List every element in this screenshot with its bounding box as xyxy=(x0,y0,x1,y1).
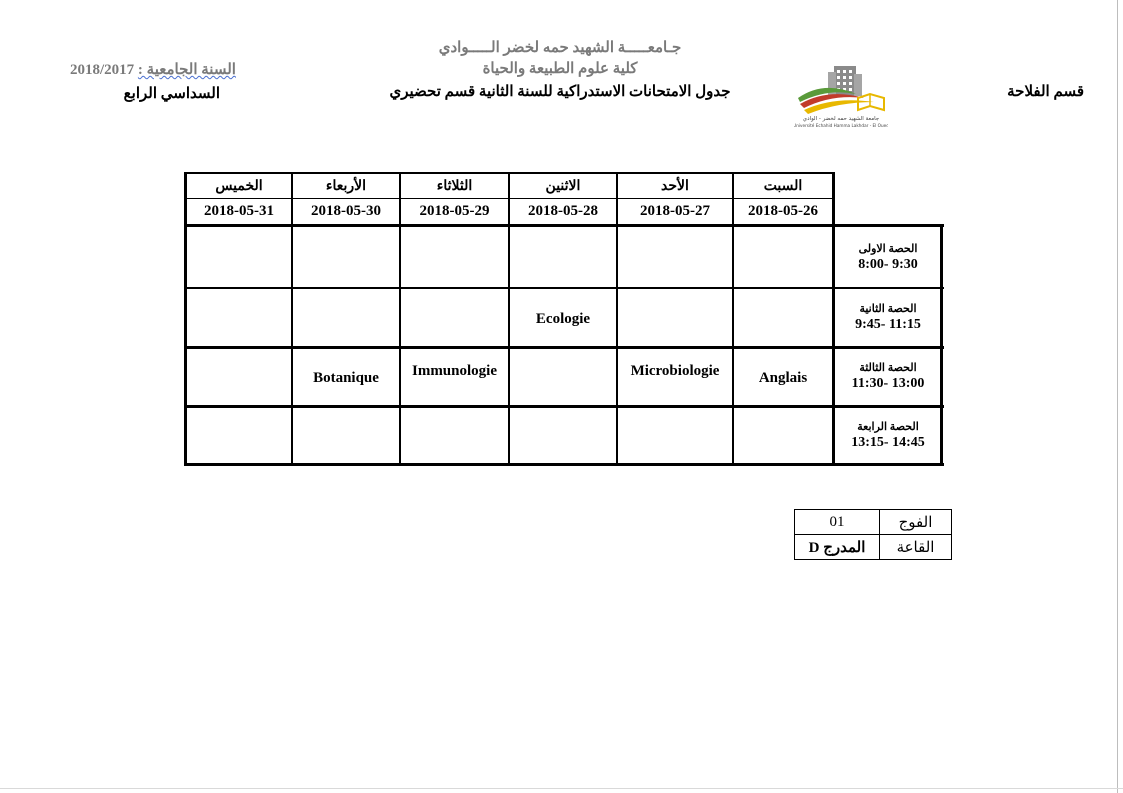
day-header: السبت xyxy=(763,178,803,194)
period-label xyxy=(836,242,940,273)
exam-cell-botanique: Botanique xyxy=(313,369,379,386)
table-border xyxy=(184,463,944,466)
day-header: الأحد xyxy=(661,178,689,194)
period-time: 9:45- 11:15 xyxy=(855,317,921,332)
day-date: 2018-05-27 xyxy=(640,203,710,219)
university-logo xyxy=(794,58,888,130)
period-time: 13:15- 14:45 xyxy=(851,435,925,450)
room-value: المدرج D xyxy=(808,539,866,556)
table-border xyxy=(184,287,944,289)
period-name: الحصة الرابعة xyxy=(857,421,919,433)
table-border xyxy=(184,224,944,227)
exam-cell-immunologie: Immunologie xyxy=(411,362,497,379)
logo-caption-ar: جامعة الشهيد حمه لخضر - الوادي xyxy=(802,116,880,122)
table-border xyxy=(951,509,952,560)
room-label: القاعة xyxy=(896,539,935,556)
day-header: الثلاثاء xyxy=(436,178,473,194)
period-time: 11:30- 13:00 xyxy=(851,376,925,391)
exam-cell-ecologie: Ecologie xyxy=(535,310,591,327)
department-name: قسم الفلاحة xyxy=(1007,84,1084,100)
period-name: الحصة الاولى xyxy=(858,243,918,255)
period-name: الحصة الثانية xyxy=(859,303,917,315)
semester: السداسي الرابع xyxy=(123,86,220,102)
exam-cell-microbiologie: Microbiologie xyxy=(630,362,720,379)
period-label xyxy=(836,302,940,333)
table-border xyxy=(940,224,943,466)
faculty-name: كلية علوم الطبيعة والحياة xyxy=(482,61,638,77)
group-value: 01 xyxy=(829,513,845,530)
table-border xyxy=(832,172,835,466)
page-edge xyxy=(1117,0,1118,793)
schedule-title: جدول الامتحانات الاستدراكية للسنة الثانية قسم تحضيري xyxy=(389,84,731,100)
day-header: الاثنين xyxy=(545,178,581,194)
university-logo-icon xyxy=(794,58,888,130)
academic-year-value: 2018/2017 xyxy=(70,62,135,78)
group-label: الفوج xyxy=(898,514,933,531)
exam-cell-anglais: Anglais xyxy=(758,369,808,386)
logo-caption-fr: Université Echahid Hamma Lakhdar - El Oued xyxy=(794,123,888,128)
table-border xyxy=(794,559,952,560)
period-time: 8:00- 9:30 xyxy=(858,257,918,272)
period-label xyxy=(836,420,940,451)
day-date: 2018-05-30 xyxy=(311,203,381,219)
day-date: 2018-05-28 xyxy=(528,203,598,219)
university-name: جـامعـــــة الشهيد حمه لخضر الـــــوادي xyxy=(438,40,682,56)
period-label xyxy=(836,361,940,392)
day-date: 2018-05-26 xyxy=(748,203,818,219)
day-header: الأربعاء xyxy=(325,178,367,194)
day-date: 2018-05-29 xyxy=(419,203,490,219)
day-date: 2018-05-31 xyxy=(204,203,274,219)
day-header: الخميس xyxy=(215,178,263,194)
period-name: الحصة الثالثة xyxy=(859,362,917,374)
academic-year-label: السنة الجامعية : xyxy=(137,62,236,78)
table-border xyxy=(184,346,944,349)
table-border xyxy=(184,405,944,408)
academic-year xyxy=(70,60,270,79)
page-edge xyxy=(0,788,1123,789)
